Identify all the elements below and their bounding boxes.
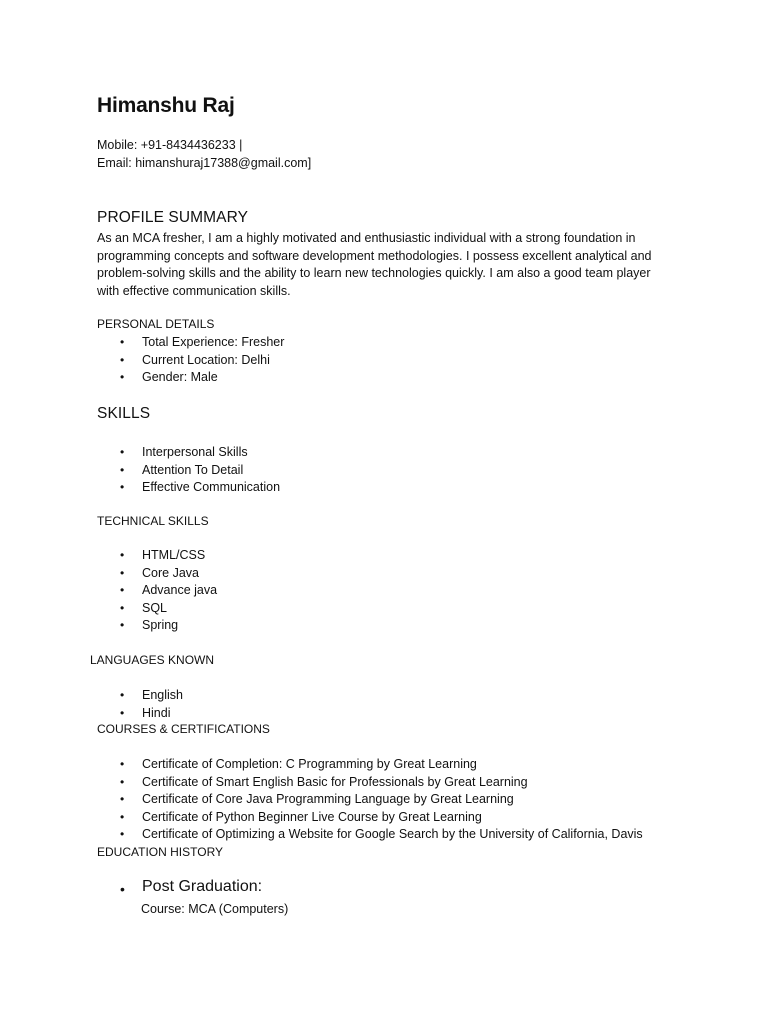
mobile-line: Mobile: +91-8434436233 |	[97, 138, 243, 152]
bullet-icon: •	[120, 688, 125, 702]
education-title: Post Graduation:	[142, 878, 263, 895]
education-course: Course: MCA (Computers)	[141, 902, 289, 916]
bullet-icon: •	[120, 757, 125, 771]
bullet-icon: •	[120, 335, 125, 349]
bullet-icon: •	[120, 462, 125, 477]
bullet-icon: •	[120, 352, 125, 367]
courses-heading: COURSES & CERTIFICATIONS	[97, 722, 270, 736]
resume-page: Himanshu Raj Mobile: +91-8434436233 | Email: himanshuraj17388@gmail.com] PROFILE SUMMARY As an MCA fresher, I am a highly motivated and enthusiastic individual with a strong foundation in programming concepts and software development methodologies. I possess excellent analytical and problem-solving skills and the ability to learn new technologies quickly. I am also a good team player with effective communication skills. PERSONAL DETAILS • Total Experience: Fresher • Current Location: Delhi • Gender: Male SKILLS • Interpersonal Skills • Attention To Detail • Effective Communication TECHNICAL SKILLS • HTML/CSS • Core Java • Advance java • SQL • Spring LANGUAGES KNOWN • English • Hindi COURSES & CERTIFICATIONS • Certificate of Completion: C Programming by Great Learning • Certificate of Smart English Basic for Professionals by Great Learning • Certificate of Core Java Programming Language by Great Learning • Certificate of Python Beginner Live Course by Great Learning • Certificate of Optimizing a Website for Google Search by the University of California, Davis EDUCATION HISTORY • Post Graduation: Course: MCA (Computers)	[0, 0, 768, 1024]
candidate-name: Himanshu Raj	[97, 94, 235, 117]
bullet-icon: •	[120, 618, 125, 632]
bullet-icon: •	[120, 809, 125, 824]
bullet-icon: •	[120, 445, 125, 459]
bullet-icon: •	[120, 548, 125, 562]
bullet-icon: •	[120, 705, 125, 720]
profile-summary-heading: PROFILE SUMMARY	[97, 209, 249, 226]
bullet-icon: •	[120, 792, 125, 806]
bullet-icon: •	[120, 600, 125, 615]
bullet-icon: •	[120, 774, 125, 789]
bullet-icon: •	[120, 370, 125, 384]
education-heading: EDUCATION HISTORY	[97, 845, 224, 859]
skills-heading: SKILLS	[97, 405, 151, 422]
education-item	[0, 878, 400, 902]
email-line: Email: himanshuraj17388@gmail.com]	[97, 156, 312, 170]
bullet-icon: •	[120, 480, 125, 494]
profile-summary-text: As an MCA fresher, I am a highly motivated and enthusiastic individual with a strong foundation in programming concepts and software development methodologies. I possess excellent analytical and problem-solving skills and the ability to learn new technologies quickly. I am also a good team player with effective communication skills.	[97, 231, 652, 299]
bullet-icon: •	[120, 881, 125, 897]
bullet-icon: •	[120, 827, 125, 841]
personal-details-heading: PERSONAL DETAILS	[97, 317, 215, 331]
languages-heading: LANGUAGES KNOWN	[90, 653, 215, 667]
technical-skills-heading: TECHNICAL SKILLS	[97, 514, 209, 528]
bullet-icon: •	[120, 583, 125, 597]
bullet-icon: •	[120, 565, 125, 580]
